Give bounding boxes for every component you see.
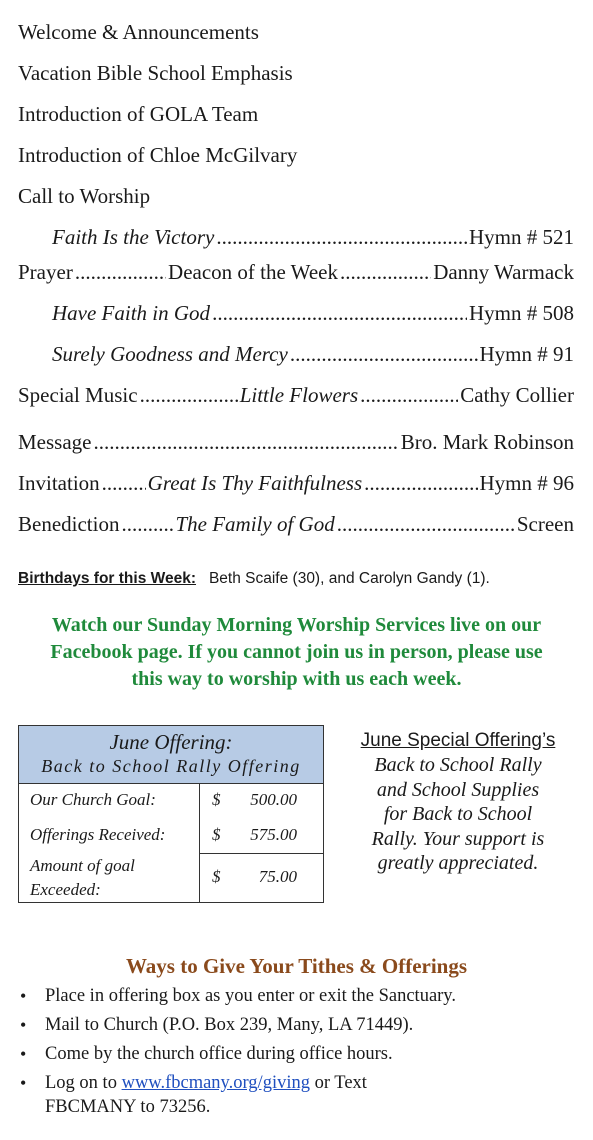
gola-item: Introduction of GOLA Team (18, 102, 259, 126)
leader-dots (102, 471, 146, 495)
list-item: • Log on to www.fbcmany.org/giving or Text FBCMANY to 73256. (20, 1071, 580, 1119)
leader-dots (93, 430, 398, 454)
hymn-title: Have Faith in God (52, 301, 211, 325)
leader-dots (75, 260, 166, 284)
hymn-title: Surely Goodness and Mercy (52, 342, 288, 366)
call-to-worship-item: Call to Worship (18, 184, 151, 208)
row-label: Our Church Goal: (30, 790, 156, 809)
leader-dots (290, 342, 478, 366)
special-offering-body: Back to School Rally and School Supplies for Back to School Rally. Your support is greatly appreciated. (371, 754, 545, 874)
leader-dots (340, 260, 431, 284)
vbs-item: Vacation Bible School Emphasis (18, 61, 293, 85)
leader-dots (140, 383, 238, 407)
table-divider (199, 853, 323, 854)
birthdays-line (18, 570, 490, 588)
hymn-have-faith (52, 301, 574, 325)
offering-table (18, 725, 324, 903)
special-offering-heading: June Special Offering’s (360, 730, 556, 751)
message-name: Bro. Mark Robinson (400, 430, 574, 454)
list-item: • Mail to Church (P.O. Box 239, Many, LA 71449). (20, 1013, 580, 1037)
leader-dots (216, 225, 467, 249)
row-value: 575.00 (250, 825, 297, 844)
prayer-role: Deacon of the Week (168, 260, 338, 284)
benediction-title: The Family of God (175, 512, 335, 536)
prayer-name: Danny Warmack (433, 260, 574, 284)
invitation-number: Hymn # 96 (479, 471, 574, 495)
row-currency: $ (212, 867, 221, 886)
prayer-label: Prayer (18, 260, 73, 284)
list-item: • Place in offering box as you enter or exit the Sanctuary. (20, 984, 580, 1008)
hymn-title: Faith Is the Victory (52, 225, 215, 249)
hymn-surely-goodness (52, 342, 574, 366)
row-value: 75.00 (258, 867, 297, 886)
row-currency: $ (212, 825, 221, 844)
row-label: Amount of goal Exceeded: (30, 856, 135, 899)
special-music-name: Cathy Collier (460, 383, 574, 407)
chloe-item: Introduction of Chloe McGilvary (18, 143, 298, 167)
leader-dots (364, 471, 477, 495)
benediction-source: Screen (516, 512, 574, 536)
invitation-item (18, 471, 574, 495)
offering-table-header (19, 726, 323, 784)
watch-line: this way to worship with us each week. (131, 668, 462, 690)
ways-to-give-list (20, 984, 580, 1124)
offering-subtitle: Back to School Rally Offering (41, 756, 301, 776)
prayer-item (18, 260, 574, 284)
list-item: • Come by the church office during office hours. (20, 1042, 580, 1066)
birthdays-text: Beth Scaife (30), and Carolyn Gandy (1). (208, 570, 490, 587)
welcome-item: Welcome & Announcements (18, 20, 259, 44)
invitation-label: Invitation (18, 471, 100, 495)
special-music-title: Little Flowers (239, 383, 359, 407)
giving-link[interactable]: www.fbcmany.org/giving (121, 1073, 310, 1093)
row-currency: $ (212, 790, 221, 809)
special-music-item (18, 383, 574, 407)
special-music-label: Special Music (18, 383, 138, 407)
leader-dots (337, 512, 515, 536)
hymn-number: Hymn # 521 (469, 225, 574, 249)
message-item (18, 430, 574, 454)
message-label: Message (18, 430, 92, 454)
benediction-item (18, 512, 574, 536)
leader-dots (360, 383, 458, 407)
row-label: Offerings Received: (30, 825, 166, 844)
leader-dots (121, 512, 173, 536)
hymn-number: Hymn # 508 (469, 301, 574, 325)
table-divider (199, 783, 200, 903)
hymn-number: Hymn # 91 (479, 342, 574, 366)
watch-line: Watch our Sunday Morning Worship Services live on our (51, 614, 542, 636)
offering-title: June Offering: (109, 730, 233, 754)
watch-line: Facebook page. If you cannot join us in person, please use (50, 641, 543, 663)
watch-online-note (10, 612, 583, 693)
invitation-title: Great Is Thy Faithfulness (147, 471, 363, 495)
leader-dots (212, 301, 467, 325)
benediction-label: Benediction (18, 512, 120, 536)
special-offering-note (340, 728, 576, 876)
ways-to-give-title: Ways to Give Your Tithes & Offerings (125, 954, 468, 978)
birthdays-label: Birthdays for this Week: (18, 570, 197, 587)
hymn-faith-victory (52, 225, 574, 249)
row-value: 500.00 (250, 790, 297, 809)
